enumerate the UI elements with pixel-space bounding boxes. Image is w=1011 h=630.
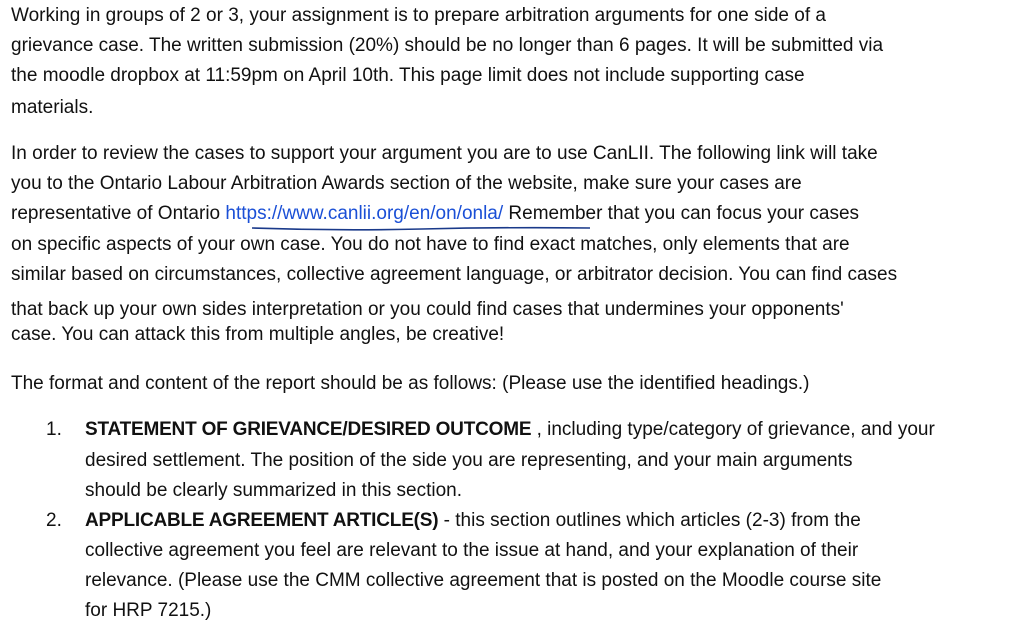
paragraph-2-line-5: similar based on circumstances, collective agreement language, or arbitrator decision. You can find cases <box>11 264 898 285</box>
list-item-2-rest: - this section outlines which articles (2-3) from the <box>438 510 861 531</box>
paragraph-1-line-4: materials. <box>11 97 94 118</box>
link-underline <box>252 226 590 232</box>
list-item-2-line-4: for HRP 7215.) <box>85 600 212 621</box>
list-item-2-heading: APPLICABLE AGREEMENT ARTICLE(S) <box>85 510 439 531</box>
list-item-1-line-3: should be clearly summarized in this section. <box>85 480 463 501</box>
paragraph-2-line-7: case. You can attack this from multiple angles, be creative! <box>11 324 505 345</box>
paragraph-1-line-1: Working in groups of 2 or 3, your assignment is to prepare arbitration arguments for one side of a <box>11 5 826 26</box>
paragraph-1-line-3: the moodle dropbox at 11:59pm on April 10th. This page limit does not include supporting case <box>11 65 805 86</box>
paragraph-2-line-6: that back up your own sides interpretation or you could find cases that undermines your opponents' <box>11 299 844 320</box>
paragraph-2-line-1: In order to review the cases to support your argument you are to use CanLII. The following link will take <box>11 143 878 164</box>
paragraph-2-line-3-before: representative of Ontario <box>11 203 226 224</box>
list-item-1-line-2: desired settlement. The position of the side you are representing, and your main arguments <box>85 450 853 471</box>
list-item-1-number: 1. <box>46 419 62 440</box>
list-item-2-line-3: relevance. (Please use the CMM collective agreement that is posted on the Moodle course site <box>85 570 882 591</box>
list-item-2-number: 2. <box>46 510 62 531</box>
paragraph-2-line-2: you to the Ontario Labour Arbitration Awards section of the website, make sure your cases are <box>11 173 802 194</box>
paragraph-1-line-2: grievance case. The written submission (20%) should be no longer than 6 pages. It will be submitted via <box>11 35 884 56</box>
list-item-2-line-2: collective agreement you feel are relevant to the issue at hand, and your explanation of their <box>85 540 859 561</box>
list-item-2-line-1 <box>85 509 861 533</box>
paragraph-2-line-4: on specific aspects of your own case. You do not have to find exact matches, only elements that are <box>11 234 850 255</box>
list-item-1-heading: STATEMENT OF GRIEVANCE/DESIRED OUTCOME <box>85 419 532 440</box>
paragraph-2-line-3 <box>11 202 859 226</box>
paragraph-2-line-3-after: Remember that you can focus your cases <box>503 203 860 224</box>
paragraph-3: The format and content of the report should be as follows: (Please use the identified headings.) <box>11 373 810 394</box>
list-item-1-line-1 <box>85 418 935 442</box>
list-item-1-rest: , including type/category of grievance, and your <box>531 419 935 440</box>
canlii-link[interactable]: https://www.canlii.org/en/on/onla/ <box>225 203 504 224</box>
